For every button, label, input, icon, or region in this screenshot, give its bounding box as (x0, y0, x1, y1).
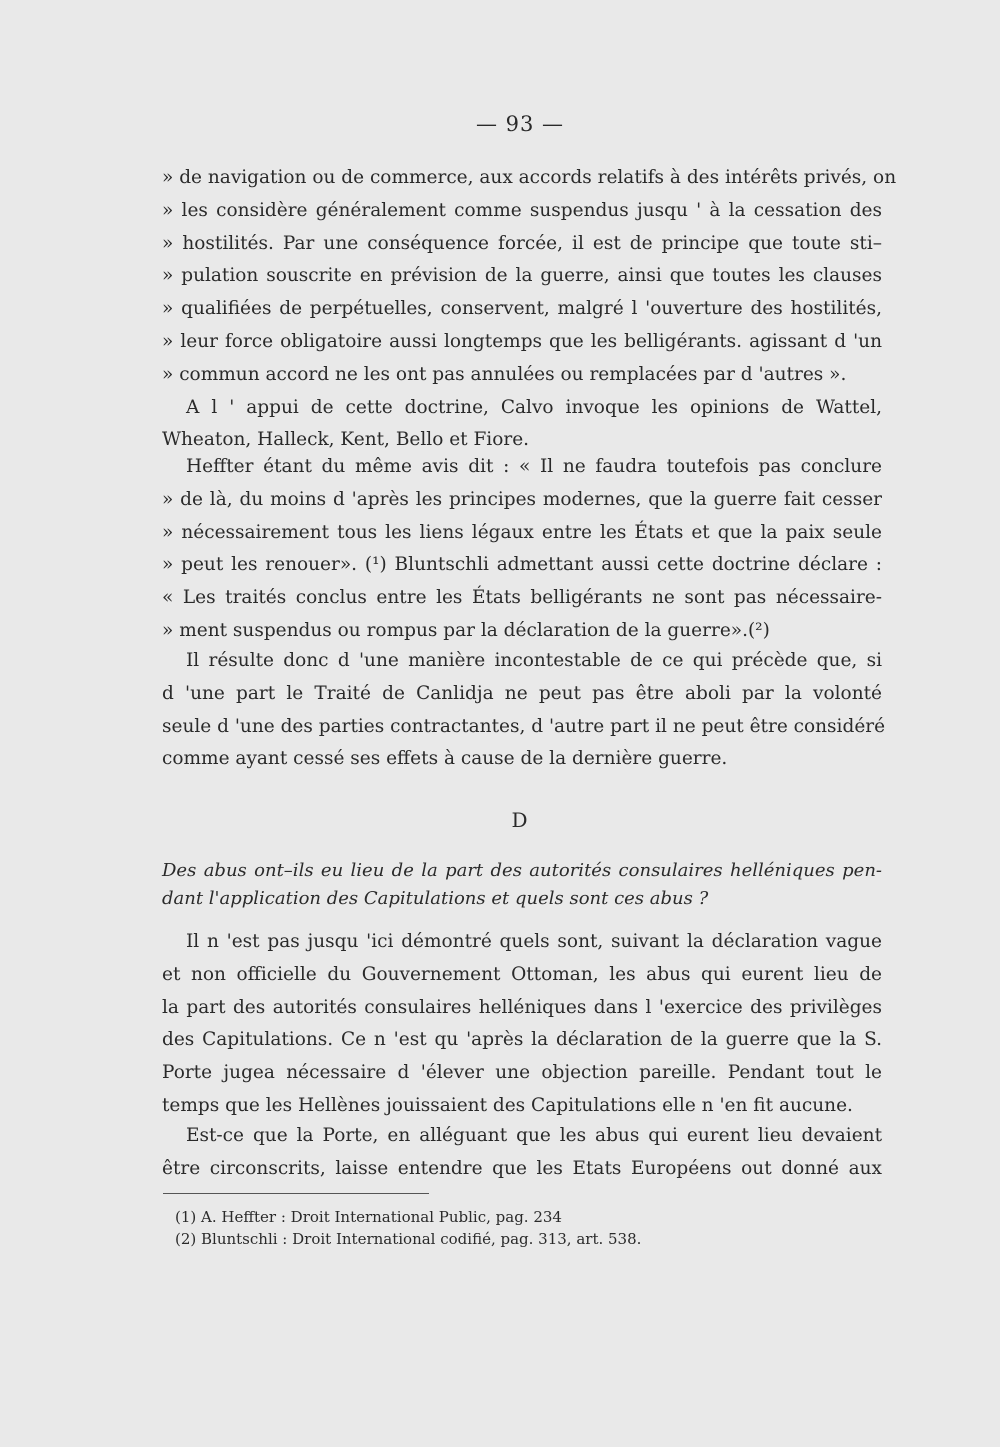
text-line: » ment suspendus ou rompus par la déclaration de la guerre».(²) (162, 619, 770, 641)
text-line: » pulation souscrite en prévision de la guerre, ainsi que toutes les clauses (162, 265, 882, 287)
footnotes (175, 1206, 875, 1250)
text-line: » nécessairement tous les liens légaux entre les États et que la paix seule (162, 521, 882, 543)
text-line: » commun accord ne les ont pas annulées ou remplacées par d 'autres ». (162, 363, 847, 385)
section-heading (162, 857, 882, 913)
text-line: des Capitulations. Ce n 'est qu 'après la déclaration de la guerre que la S. (162, 1029, 882, 1051)
text-line: » de navigation ou de commerce, aux accords relatifs à des intérêts privés, on (162, 167, 897, 188)
footnote-divider (163, 1193, 429, 1194)
text-line: seule d 'une des parties contractantes, d 'autre part il ne peut être considéré (162, 715, 886, 737)
footnote: (1) A. Heffter : Droit International Public, pag. 234 (175, 1208, 562, 1226)
text-line: A l ' appui de cette doctrine, Calvo invoque les opinions de Wattel, (186, 396, 882, 418)
text-line: Est-ce que la Porte, en alléguant que les abus qui eurent lieu devaient (186, 1125, 882, 1146)
text-line: Heffter étant du même avis dit : « Il ne faudra toutefois pas conclure (186, 456, 882, 477)
text-line: Wheaton, Halleck, Kent, Bello et Fiore. (162, 429, 530, 451)
text-line: comme ayant cessé ses effets à cause de la dernière guerre. (162, 748, 728, 770)
paragraph-conclusion (162, 645, 886, 776)
section-letter: D (511, 808, 529, 832)
paragraph-porte (162, 1120, 882, 1186)
text-line: « Les traités conclus entre les États belligérants ne sont pas nécessaire- (162, 587, 882, 609)
text-line: et non officielle du Gouvernement Ottoman, les abus qui eurent lieu de (162, 963, 882, 985)
text-line: temps que les Hellènes jouissaient des Capitulations elle n 'en fit aucune. (162, 1094, 853, 1116)
paragraph-abuses (162, 926, 882, 1123)
text-line: » qualifiées de perpétuelles, conservent, malgré l 'ouverture des hostilités, (162, 298, 882, 320)
heading-line: Des abus ont–ils eu lieu de la part des autorités consulaires helléniques pen- (162, 860, 882, 881)
text-line: d 'une part le Traité de Canlidja ne peut pas être aboli par la volonté (162, 682, 882, 704)
text-line: » leur force obligatoire aussi longtemps que les belligérants. agissant d 'un (162, 330, 882, 352)
paragraph-heffter-bluntschli (162, 451, 882, 648)
text-line: la part des autorités consulaires helléniques dans l 'exercice des privilèges (162, 996, 882, 1018)
page-number: — 93 — (475, 112, 565, 136)
footnote: (2) Bluntschli : Droit International codifié, pag. 313, art. 538. (175, 1230, 642, 1248)
paragraph-quotation-calvo (162, 162, 897, 457)
text-line: » hostilités. Par une conséquence forcée, il est de principe que toute sti– (162, 232, 882, 254)
text-line: » peut les renouer». (¹) Bluntschli admettant aussi cette doctrine déclare : (162, 554, 882, 576)
text-line: Il résulte donc d 'une manière incontestable de ce qui précède que, si (186, 650, 882, 671)
heading-line: dant l'application des Capitulations et quels sont ces abus ? (162, 888, 709, 909)
text-line: être circonscrits, laisse entendre que les Etats Européens out donné aux (162, 1157, 882, 1179)
text-line: Il n 'est pas jusqu 'ici démontré quels sont, suivant la déclaration vague (186, 931, 882, 952)
text-line: » de là, du moins d 'après les principes modernes, que la guerre fait cesser (162, 488, 882, 510)
text-line: Porte jugea nécessaire d 'élever une objection pareille. Pendant tout le (162, 1062, 882, 1084)
text-line: » les considère généralement comme suspendus jusqu ' à la cessation des (162, 199, 882, 221)
